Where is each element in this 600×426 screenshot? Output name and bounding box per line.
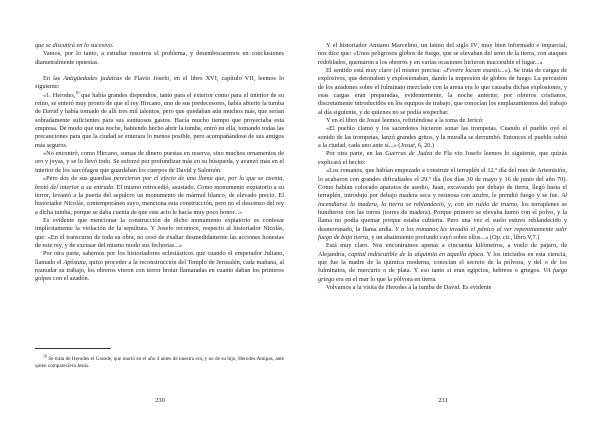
paragraph: que se discutirá en lo sucesivo. xyxy=(35,42,114,49)
footnote xyxy=(35,353,285,370)
right-page xyxy=(318,42,567,426)
paragraph: En las Antigüedades judaicas de Flavio Josefo, en el libro XVI, capítulo VII, leemos lo siguiente: xyxy=(35,75,284,91)
paragraph: Volvamos a la visita de Herodes a la tumba de David. Es evidente xyxy=(326,283,492,291)
footnote-text: Se trata de Herodes el Grande, que murió en el año 4 antes de nuestra era, y no de su hijo, Herodes Antipas, ante quien compareciera Jesús. xyxy=(35,356,285,369)
footnote-number: 10 xyxy=(43,353,47,359)
paragraph: Y el historiador Amiano Marcelino, un latino del siglo IV, muy bien informado e imparcial, nos dice que: «Unos peligrosos globos de fuego, que se elevaban del seno de la tierra, con ataques redoblados, quemaron a los obreros y en varias ocasiones hicieron inaccesible el lugar...» xyxy=(318,42,568,66)
paragraph: Y en el libro de Josué leemos, refiriéndose a la toma de Jericó: xyxy=(326,117,484,125)
paragraph: Vamos, por lo tanto, a estudiar nosotros el problema, y desembocaremos en conclusiones diametralmente opuestas. xyxy=(35,50,284,66)
paragraph: Es evidente que mencionar la construcción de dicho monumento expiatorio es confesar implícitamente la violación de la sepultura. Y Josefo reconoce, respecto al historiador Nicolás, que: «En el transcurso de toda su obra, no cesó de exaltar desmedidamente las acciones honestas de este rey, y de excusar del mismo modo sus fechorías...» xyxy=(35,216,284,249)
quote-paragraph: «1. Herodes,$^{10}$ que había grandes dispendios, tanto para el exterior como para el interior de su reino, se enteró muy pronto de que el rey Hircano, uno de sus predecesores, había abierto la tumba de David y había tomado de allí tres mil talentos, pero que quedaban aún muchos más, que serían sobradamente suficientes para sus suntuosos gastos. Hacía mucho tiempo que proyectaba esta empresa. De modo que una noche, habiendo hecho abrir la tumba, entró en ella, tomando todas las precauciones para que la ciudad se enterara lo menos posible, pero acompañándose de sus amigos más seguros. xyxy=(35,89,284,149)
quote-paragraph: »Pero dos de sus guardias perecieron por el efecto de una llama que, por lo que se cuenta, brotó del interior a su entrada. El mismo retrocedió, asustado. Como monumento expiatorio a su terror, levantó a la puerta del sepulcro un monumento de mármol blanco, de elevado precio. El historiador Nicolás, contemporáneo suyo, menciona esta construcción, pero no el descenso del rey a dicha tumba, porque se daba cuenta de que este acto le hacía muy poco honor...» xyxy=(35,175,284,216)
paragraph: El sentido está muy claro (el mismo precisa: «Fevere locum exustis...»). Se trata de cargas de explosivos, que detonaban y explosionaban, dando la impresión de globos de fuego. La percusión de los azadones sobre el fulminato mezclado con la arena era lo que causaba dichas explosiones, y esas cargas eran preparadas, evidentemente, la noche anterior, por obreros cristianos, discretamente introducidos en los equipos de trabajo, que conocían los emplazamientos del trabajo al día siguiente, y de quienes no se podía sospechar. xyxy=(318,67,568,116)
footnote-rule xyxy=(35,348,111,349)
page-number-left: 230 xyxy=(155,397,165,404)
paragraph: Está muy claro. Nos encontramos apenas a cincuenta kilómetros, a vuelo de pájaro, de Alejandría, capital indiscutible de la alquimia en aquella época. Y los iniciados en esta ciencia, que fue la madre de la química moderna, conocían el secreto de la pólvora, y del o de los fulminatos, de mercurio o de plata. Y eso tanto si eran egipcios, hebreos o griegos. VA fuego griego era en el mar lo que la pólvora en tierra. xyxy=(318,242,567,283)
quote-paragraph: «El pueblo clamó y los sacerdotes hicieron sonar las trompetas. Cuando el pueblo oyó el sonido de las trompetas, lanzó grandes gritos, y la muralla se derrumbó. Entonces el pueblo subió a la ciudad, cada uno ante sí...» (Josué, 6, 20.) xyxy=(318,125,567,150)
paragraph: Por otra parte, sabemos por los historiadores eclesiásticos que cuando el emperador Juliano, llamado el Apóstata, quiso proceder a la reconstrucción del Templo de Jerusalén, cada mañana, al reanudar su trabajo, los obreros vieron con terror brotar llamaradas en cuanto daban los primeros golpes con el azadón. xyxy=(35,250,284,283)
page-number-right: 231 xyxy=(438,397,448,404)
paragraph: Por otra parte, en las Guerras de Judea de Fla vio Josefo leemos lo siguiente, que quizás explicará el hecho: xyxy=(318,150,568,166)
quote-paragraph: «Los romanos, que habían empezado a construir el terraplén el 12.º día del mes de Artemisión, lo acabaron con grandes dificultades el 29.º día (los días 30 de mayo y 16 de junio del año 70). Como habían colocado aparatos de asedio, Juan, excavando por debajo de tierra, llegó hasta el terraplén, introdujo por debajo madera seca y resinosa con azufre, le prendió fuego y se fue. Al incendiarse la madera, la tierra se reblandeció, y, con un ruido de trueno, los terraplenes se hundieron con las torres (torres de madera). Porque primero se elevaba humo con el polvo, y la llama no podía quemar porque estaba cubierta. Pero una vez el suelo estuvo reblandecido y desmoronado, la llama ardía. Y a los romanos les invadió el pánico al ver repentinamente salir fuego de bajo tierra, y un abatimiento profundo cayó sobre ellos...» (Op. cit., libro V,7.) xyxy=(318,167,567,241)
footnote-ref: 10 xyxy=(75,89,80,95)
quote-paragraph: »No encontró, como Hircano, sumas de dinero puestas en reserva, sino muchos ornamentos de oro y joyas, y se lo llevó todo. Se esforzó por profundizar más en su búsqueda, y avanzó más en el interior de los sarcófagos que guardaban los cuerpos de David y Salomón. xyxy=(35,150,284,174)
